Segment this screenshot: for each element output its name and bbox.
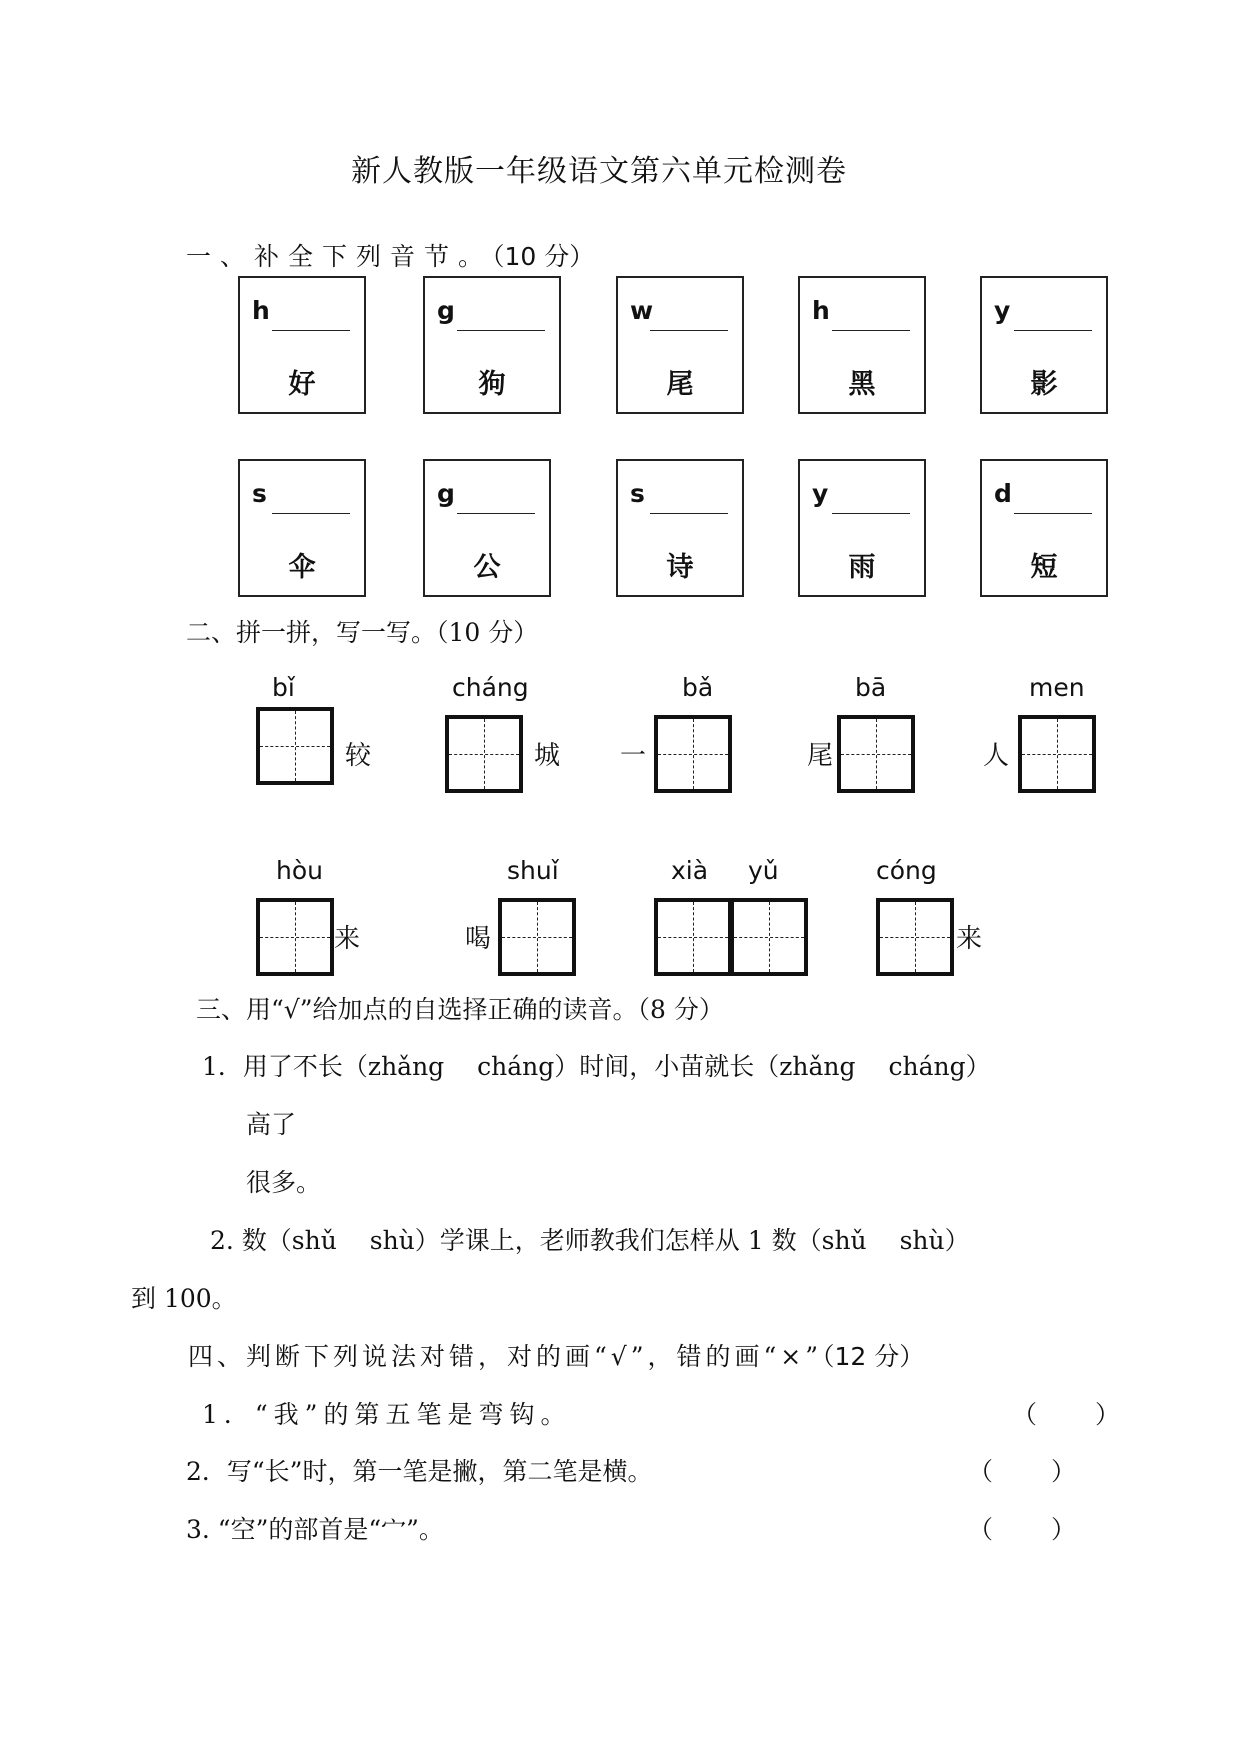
syllable-character: 尾 (666, 369, 694, 400)
syllable-initial: w (630, 296, 654, 325)
syllable-initial: s (630, 479, 645, 508)
given-character: 喝 (465, 924, 492, 954)
pinyin-label: yǔ (748, 856, 779, 885)
syllable-initial: d (994, 479, 1012, 508)
question-3-2-line-2: 到 100。 (131, 1284, 237, 1313)
question-3-1-line-1: 1．用了不长（zhǎng cháng）时间，小苗就长（zhǎng cháng） (202, 1052, 991, 1081)
writing-grid[interactable] (256, 707, 334, 785)
writing-grid[interactable] (876, 898, 954, 976)
syllable-character: 伞 (288, 552, 316, 583)
pinyin-label: bǐ (272, 673, 295, 702)
syllable-card (238, 276, 366, 414)
given-character: 人 (983, 741, 1010, 771)
section-3-heading: 三、用“√”给加点的自选择正确的读音。（8 分） (196, 995, 724, 1024)
writing-grid[interactable] (498, 898, 576, 976)
syllable-blank[interactable] (457, 513, 535, 514)
syllable-card (616, 459, 744, 597)
syllable-initial: y (994, 296, 1011, 325)
syllable-blank[interactable] (457, 330, 545, 331)
section-4-score: （12 分） (822, 1342, 925, 1371)
syllable-blank[interactable] (272, 513, 350, 514)
syllable-card (798, 459, 926, 597)
syllable-initial: g (437, 479, 455, 508)
section-4-heading (188, 1337, 924, 1373)
page-title: 新人教版一年级语文第六单元检测卷 (351, 154, 847, 189)
syllable-initial: g (437, 296, 455, 325)
syllable-card (616, 276, 744, 414)
pinyin-label: cháng (452, 673, 529, 702)
section-1-heading (186, 237, 594, 273)
syllable-character: 好 (288, 369, 316, 400)
given-character: 来 (956, 924, 983, 954)
writing-grid[interactable] (445, 715, 523, 793)
syllable-character: 雨 (848, 552, 876, 583)
syllable-card (238, 459, 366, 597)
syllable-card (798, 276, 926, 414)
pinyin-label: cóng (876, 856, 937, 885)
syllable-blank[interactable] (650, 330, 728, 331)
syllable-initial: y (812, 479, 829, 508)
given-character: 城 (534, 741, 561, 771)
pinyin-label: shuǐ (507, 856, 559, 885)
syllable-initial: h (252, 296, 270, 325)
syllable-blank[interactable] (832, 513, 910, 514)
syllable-character: 公 (473, 552, 501, 583)
judgement-item: 1．“我”的第五笔是弯钩。 (202, 1400, 572, 1429)
pinyin-label: hòu (276, 856, 323, 885)
syllable-character: 影 (1030, 369, 1058, 400)
syllable-character: 短 (1030, 552, 1058, 583)
answer-blank[interactable]: （ ） (968, 1457, 1076, 1486)
section-2-heading: 二、拼一拼，写一写。（10 分） (186, 618, 539, 647)
writing-grid[interactable] (256, 898, 334, 976)
syllable-blank[interactable] (650, 513, 728, 514)
given-character: 尾 (807, 741, 834, 771)
writing-grid[interactable] (1018, 715, 1096, 793)
syllable-blank[interactable] (1014, 330, 1092, 331)
syllable-character: 狗 (478, 369, 506, 400)
writing-grid[interactable] (730, 898, 808, 976)
judgement-item: 3. “空”的部首是“宀”。 (186, 1515, 444, 1544)
syllable-card (423, 459, 551, 597)
syllable-card (980, 459, 1108, 597)
judgement-item: 2．写“长”时，第一笔是撇，第二笔是横。 (186, 1457, 653, 1486)
pinyin-label: xià (671, 856, 709, 885)
answer-blank[interactable]: （ ） (1012, 1400, 1120, 1429)
question-3-2-line-1: 2. 数（shǔ shù）学课上，老师教我们怎样从 1 数（shǔ shù） (210, 1226, 970, 1255)
section-4-heading-text: 四、判断下列说法对错，对的画“√”，错的画“×” (188, 1342, 823, 1371)
given-character: 较 (345, 741, 372, 771)
syllable-initial: s (252, 479, 267, 508)
pinyin-label: bā (855, 673, 887, 702)
syllable-blank[interactable] (1014, 513, 1092, 514)
syllable-card (423, 276, 561, 414)
answer-blank[interactable]: （ ） (968, 1515, 1076, 1544)
question-3-1-line-2: 高了 (246, 1110, 297, 1139)
writing-grid[interactable] (654, 898, 732, 976)
syllable-character: 黑 (848, 369, 876, 400)
syllable-blank[interactable] (272, 330, 350, 331)
section-1-heading-text: 一、补全下列音节。 (186, 242, 493, 271)
given-character: 一 (620, 741, 647, 771)
pinyin-label: bǎ (682, 673, 714, 702)
writing-grid[interactable] (654, 715, 732, 793)
syllable-blank[interactable] (832, 330, 910, 331)
writing-grid[interactable] (837, 715, 915, 793)
syllable-character: 诗 (666, 552, 694, 583)
question-3-1-line-3: 很多。 (246, 1168, 322, 1197)
pinyin-label: men (1029, 673, 1085, 702)
syllable-initial: h (812, 296, 830, 325)
section-1-score: （10 分） (492, 242, 595, 271)
syllable-card (980, 276, 1108, 414)
given-character: 来 (334, 924, 361, 954)
